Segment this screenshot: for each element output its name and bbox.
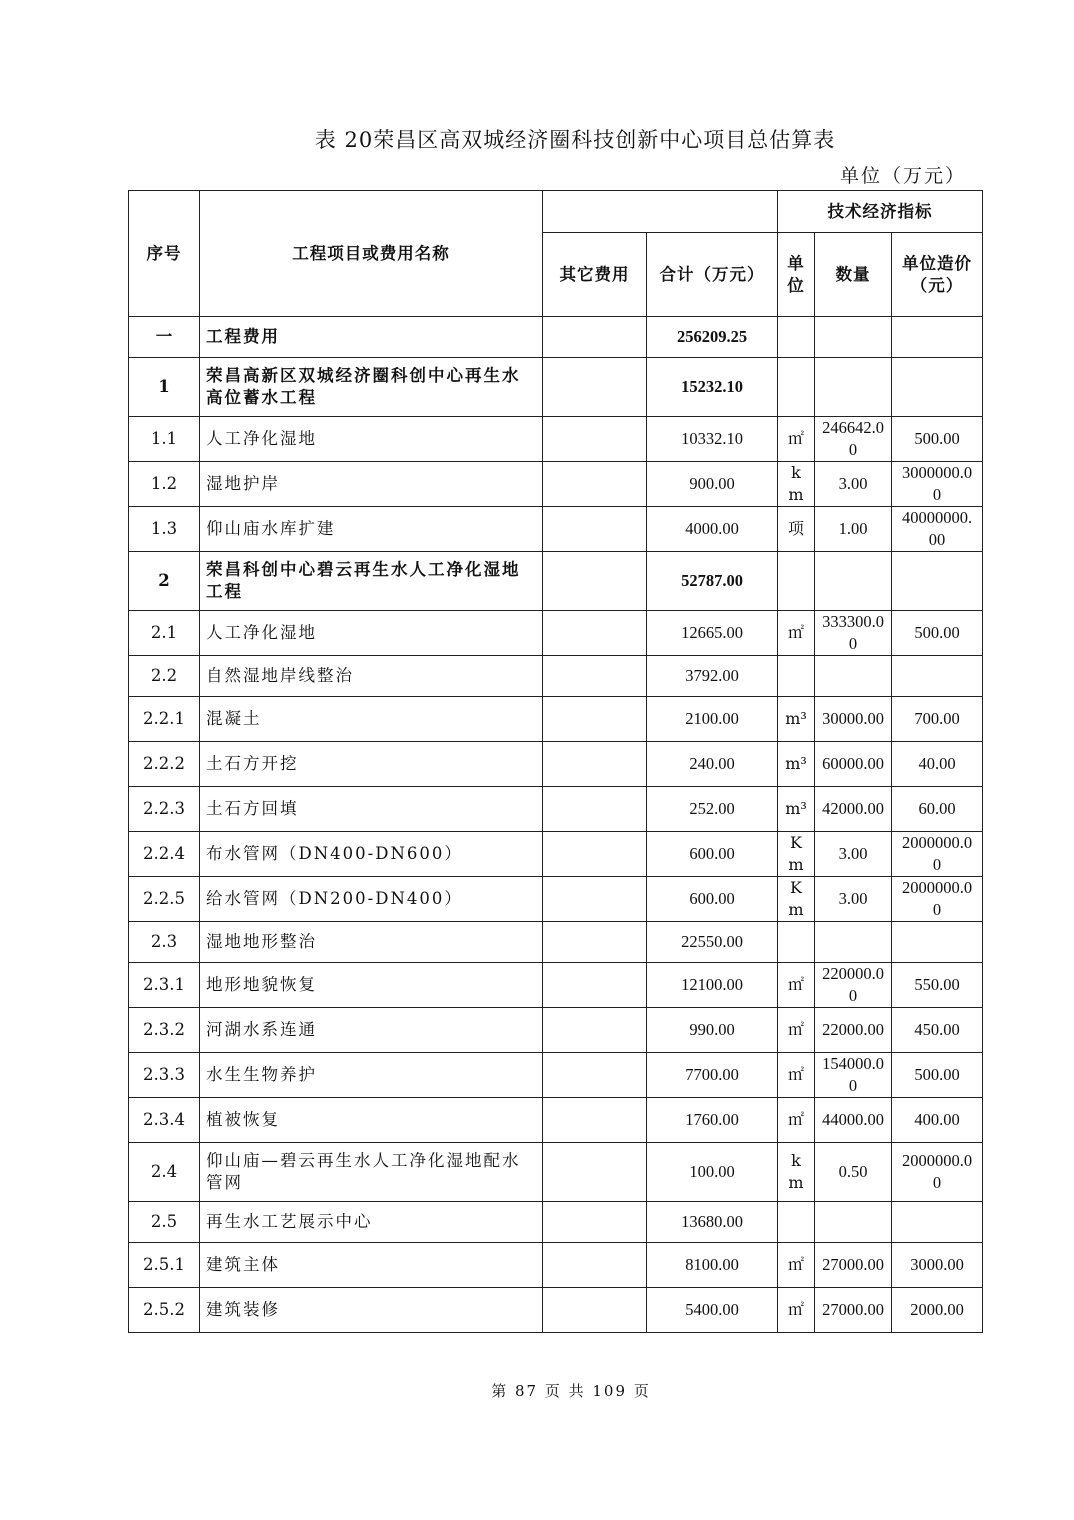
cell-price — [892, 358, 983, 417]
table-row — [129, 742, 983, 787]
cell-other — [543, 1008, 647, 1053]
cell-total: 3792.00 — [647, 656, 778, 697]
cell-name: 地形地貌恢复 — [200, 963, 543, 1008]
cell-name: 混凝土 — [200, 697, 543, 742]
cell-qty: 1.00 — [815, 507, 892, 552]
header-unit: 单位 — [778, 233, 815, 317]
cell-other — [543, 742, 647, 787]
cell-qty — [815, 922, 892, 963]
cell-name: 湿地护岸 — [200, 462, 543, 507]
cell-name: 水生生物养护 — [200, 1053, 543, 1098]
cell-total: 10332.10 — [647, 417, 778, 462]
cell-unit — [778, 922, 815, 963]
cell-qty — [815, 552, 892, 611]
cell-other — [543, 656, 647, 697]
cell-unit: m³ — [778, 742, 815, 787]
cell-total: 5400.00 — [647, 1288, 778, 1333]
cell-total: 1760.00 — [647, 1098, 778, 1143]
table-row — [129, 317, 983, 358]
cell-other — [543, 1288, 647, 1333]
cell-seq: 2.2.5 — [129, 877, 200, 922]
cell-total: 8100.00 — [647, 1243, 778, 1288]
cell-total: 900.00 — [647, 462, 778, 507]
cell-price — [892, 656, 983, 697]
unit-note: 单位（万元） — [839, 165, 966, 187]
cell-unit: ㎡ — [778, 417, 815, 462]
cell-name: 河湖水系连通 — [200, 1008, 543, 1053]
cell-price — [892, 317, 983, 358]
table-row — [129, 832, 983, 877]
cell-unit — [778, 358, 815, 417]
cell-seq: 2.3.3 — [129, 1053, 200, 1098]
cell-price: 700.00 — [892, 697, 983, 742]
cell-qty — [815, 358, 892, 417]
cell-qty — [815, 317, 892, 358]
cell-price: 450.00 — [892, 1008, 983, 1053]
cell-seq: 1.2 — [129, 462, 200, 507]
cell-total: 4000.00 — [647, 507, 778, 552]
cell-other — [543, 507, 647, 552]
header-row-1 — [129, 191, 983, 233]
cell-unit: km — [778, 462, 815, 507]
cell-unit — [778, 552, 815, 611]
cell-seq: 2.3.2 — [129, 1008, 200, 1053]
cell-other — [543, 963, 647, 1008]
header-name: 工程项目或费用名称 — [200, 191, 543, 317]
cell-total: 256209.25 — [647, 317, 778, 358]
cell-total: 13680.00 — [647, 1202, 778, 1243]
cell-price: 550.00 — [892, 963, 983, 1008]
cell-name: 工程费用 — [200, 317, 543, 358]
cell-price: 400.00 — [892, 1098, 983, 1143]
cell-other — [543, 1098, 647, 1143]
cell-qty: 154000.00 — [815, 1053, 892, 1098]
cell-qty: 220000.00 — [815, 963, 892, 1008]
cell-unit: 项 — [778, 507, 815, 552]
cell-unit — [778, 317, 815, 358]
cell-price: 500.00 — [892, 417, 983, 462]
cell-other — [543, 1202, 647, 1243]
cell-price — [892, 1202, 983, 1243]
table-row — [129, 697, 983, 742]
table-row — [129, 1053, 983, 1098]
table-row — [129, 1143, 983, 1202]
table-row — [129, 417, 983, 462]
cell-qty: 27000.00 — [815, 1288, 892, 1333]
cell-price: 500.00 — [892, 611, 983, 656]
cell-seq: 1 — [129, 358, 200, 417]
cell-seq: 1.3 — [129, 507, 200, 552]
cell-price: 2000000.00 — [892, 1143, 983, 1202]
cell-price: 500.00 — [892, 1053, 983, 1098]
table-row — [129, 1008, 983, 1053]
cell-total: 600.00 — [647, 877, 778, 922]
cell-price: 3000000.00 — [892, 462, 983, 507]
cell-name: 再生水工艺展示中心 — [200, 1202, 543, 1243]
cell-price — [892, 552, 983, 611]
cell-name: 土石方回填 — [200, 787, 543, 832]
header-total: 合计（万元） — [647, 233, 778, 317]
cell-seq: 一 — [129, 317, 200, 358]
table-row — [129, 611, 983, 656]
cell-total: 22550.00 — [647, 922, 778, 963]
table-row — [129, 552, 983, 611]
cell-seq: 2.2 — [129, 656, 200, 697]
cell-name: 仰山庙—碧云再生水人工净化湿地配水管网 — [200, 1143, 543, 1202]
cell-unit: Km — [778, 877, 815, 922]
table-row — [129, 1243, 983, 1288]
cell-other — [543, 462, 647, 507]
table-row — [129, 787, 983, 832]
cell-qty: 333300.00 — [815, 611, 892, 656]
cell-price: 2000000.00 — [892, 877, 983, 922]
cell-total: 600.00 — [647, 832, 778, 877]
table-row — [129, 656, 983, 697]
cell-total: 990.00 — [647, 1008, 778, 1053]
cell-name: 荣昌科创中心碧云再生水人工净化湿地工程 — [200, 552, 543, 611]
cell-other — [543, 1053, 647, 1098]
cell-qty: 60000.00 — [815, 742, 892, 787]
cell-other — [543, 358, 647, 417]
cell-name: 荣昌高新区双城经济圈科创中心再生水高位蓄水工程 — [200, 358, 543, 417]
cell-qty: 42000.00 — [815, 787, 892, 832]
cell-seq: 2.2.1 — [129, 697, 200, 742]
cell-other — [543, 552, 647, 611]
cell-total: 2100.00 — [647, 697, 778, 742]
cell-unit: ㎡ — [778, 1243, 815, 1288]
cell-name: 布水管网（DN400-DN600） — [200, 832, 543, 877]
cell-name: 自然湿地岸线整治 — [200, 656, 543, 697]
cell-price: 40000000.00 — [892, 507, 983, 552]
cell-unit: ㎡ — [778, 1008, 815, 1053]
table-row — [129, 963, 983, 1008]
cell-unit: km — [778, 1143, 815, 1202]
cell-other — [543, 922, 647, 963]
cell-other — [543, 1143, 647, 1202]
table-row — [129, 358, 983, 417]
cell-price: 2000.00 — [892, 1288, 983, 1333]
table-row — [129, 1202, 983, 1243]
cell-name: 湿地地形整治 — [200, 922, 543, 963]
cell-other — [543, 417, 647, 462]
cell-other — [543, 1243, 647, 1288]
cell-unit: m³ — [778, 787, 815, 832]
cell-qty: 44000.00 — [815, 1098, 892, 1143]
cell-unit: Km — [778, 832, 815, 877]
cell-seq: 2.1 — [129, 611, 200, 656]
cell-total: 52787.00 — [647, 552, 778, 611]
cell-seq: 2.5.2 — [129, 1288, 200, 1333]
cell-seq: 2.5 — [129, 1202, 200, 1243]
cell-seq: 2.3.1 — [129, 963, 200, 1008]
cell-unit: ㎡ — [778, 611, 815, 656]
cell-qty — [815, 656, 892, 697]
cell-seq: 2.5.1 — [129, 1243, 200, 1288]
cell-unit — [778, 656, 815, 697]
cell-name: 人工净化湿地 — [200, 417, 543, 462]
cell-total: 100.00 — [647, 1143, 778, 1202]
cell-total: 240.00 — [647, 742, 778, 787]
cell-total: 7700.00 — [647, 1053, 778, 1098]
header-seq: 序号 — [129, 191, 200, 317]
cell-qty: 3.00 — [815, 877, 892, 922]
table-row — [129, 1098, 983, 1143]
page-footer: 第 87 页 共 109 页 — [491, 1382, 651, 1400]
cell-name: 植被恢复 — [200, 1098, 543, 1143]
cell-seq: 2 — [129, 552, 200, 611]
cell-qty: 0.50 — [815, 1143, 892, 1202]
header-qty: 数量 — [815, 233, 892, 317]
cell-total: 15232.10 — [647, 358, 778, 417]
table-title: 表 20荣昌区高双城经济圈科技创新中心项目总估算表 — [314, 128, 836, 152]
cell-other — [543, 877, 647, 922]
cell-price: 40.00 — [892, 742, 983, 787]
cell-unit: ㎡ — [778, 1053, 815, 1098]
cell-seq: 2.4 — [129, 1143, 200, 1202]
cell-total: 252.00 — [647, 787, 778, 832]
header-other: 其它费用 — [543, 233, 647, 317]
cell-qty: 3.00 — [815, 462, 892, 507]
cell-other — [543, 317, 647, 358]
cell-other — [543, 787, 647, 832]
cell-qty — [815, 1202, 892, 1243]
table-row — [129, 507, 983, 552]
cell-name: 仰山庙水库扩建 — [200, 507, 543, 552]
cell-name: 人工净化湿地 — [200, 611, 543, 656]
cell-seq: 2.2.3 — [129, 787, 200, 832]
cell-price: 3000.00 — [892, 1243, 983, 1288]
table-row — [129, 922, 983, 963]
cell-seq: 1.1 — [129, 417, 200, 462]
cell-other — [543, 611, 647, 656]
estimate-table — [128, 190, 983, 1333]
cell-qty: 246642.00 — [815, 417, 892, 462]
cell-unit: m³ — [778, 697, 815, 742]
table-row — [129, 877, 983, 922]
cell-price: 2000000.00 — [892, 832, 983, 877]
cell-seq: 2.2.4 — [129, 832, 200, 877]
cell-qty: 3.00 — [815, 832, 892, 877]
cell-other — [543, 832, 647, 877]
header-blank — [543, 191, 778, 233]
cell-seq: 2.3 — [129, 922, 200, 963]
cell-name: 建筑装修 — [200, 1288, 543, 1333]
cell-other — [543, 697, 647, 742]
cell-name: 建筑主体 — [200, 1243, 543, 1288]
cell-name: 土石方开挖 — [200, 742, 543, 787]
cell-name: 给水管网（DN200-DN400） — [200, 877, 543, 922]
cell-seq: 2.3.4 — [129, 1098, 200, 1143]
cell-unit: ㎡ — [778, 1288, 815, 1333]
table-row — [129, 462, 983, 507]
table-row — [129, 1288, 983, 1333]
cell-qty: 27000.00 — [815, 1243, 892, 1288]
cell-seq: 2.2.2 — [129, 742, 200, 787]
cell-unit: ㎡ — [778, 963, 815, 1008]
cell-qty: 22000.00 — [815, 1008, 892, 1053]
cell-total: 12665.00 — [647, 611, 778, 656]
header-price: 单位造价（元） — [892, 233, 983, 317]
cell-price — [892, 922, 983, 963]
cell-price: 60.00 — [892, 787, 983, 832]
header-tech: 技术经济指标 — [778, 191, 983, 233]
cell-unit: ㎡ — [778, 1098, 815, 1143]
cell-qty: 30000.00 — [815, 697, 892, 742]
cell-unit — [778, 1202, 815, 1243]
cell-total: 12100.00 — [647, 963, 778, 1008]
